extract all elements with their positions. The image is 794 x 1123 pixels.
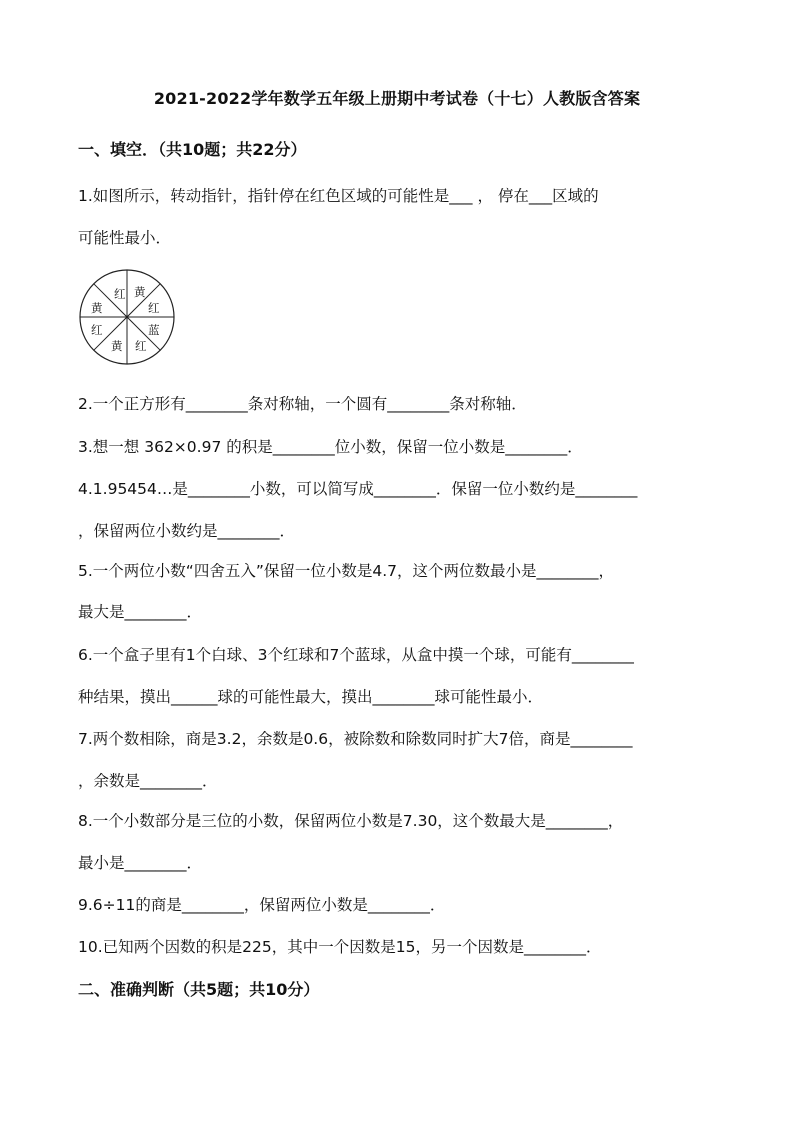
question-4-line-2: ，保留两位小数约是________． bbox=[78, 522, 296, 540]
spinner-sector-6: 黄 bbox=[111, 339, 123, 353]
spinner-sector-7: 红 bbox=[91, 323, 103, 337]
question-6-line-2: 种结果，摸出______球的可能性最大，摸出________球可能性最小． bbox=[78, 688, 544, 706]
question-2: 2.一个正方形有________条对称轴，一个圆有________条对称轴． bbox=[78, 395, 527, 413]
spinner-sector-8: 黄 bbox=[91, 301, 103, 315]
question-5-line-2: 最大是________． bbox=[78, 603, 203, 621]
spinner-sector-4: 蓝 bbox=[148, 323, 160, 337]
section-heading-fill-blank: 一、填空．（共10题；共22分） bbox=[78, 140, 307, 159]
question-7-line-1: 7.两个数相除，商是3.2，余数是0.6，被除数和除数同时扩大7倍，商是________ bbox=[78, 730, 633, 748]
question-8-line-2: 最小是________． bbox=[78, 854, 203, 872]
section-heading-judgement: 二、准确判断（共5题；共10分） bbox=[78, 980, 320, 999]
spinner-diagram bbox=[78, 268, 176, 366]
question-10: 10.已知两个因数的积是225，其中一个因数是15，另一个因数是________． bbox=[78, 938, 602, 956]
spinner-sector-2: 黄 bbox=[134, 285, 146, 299]
question-9: 9.6÷11的商是________，保留两位小数是________． bbox=[78, 896, 446, 914]
question-5-line-1: 5.一个两位小数“四舍五入”保留一位小数是4.7，这个两位数最小是________， bbox=[78, 562, 615, 580]
question-3: 3.想一想 362×0.97 的积是________位小数，保留一位小数是________． bbox=[78, 438, 583, 456]
question-1-line-2: 可能性最小． bbox=[78, 229, 172, 247]
question-4-line-1: 4.1.95454…是________小数，可以简写成________．保留一位小数约是________ bbox=[78, 480, 638, 498]
question-7-line-2: ，余数是________． bbox=[78, 772, 218, 790]
spinner-sector-1: 红 bbox=[114, 287, 126, 301]
page-title: 2021-2022学年数学五年级上册期中考试卷（十七）人教版含答案 bbox=[153, 89, 641, 108]
spinner-sector-3: 红 bbox=[148, 301, 160, 315]
question-6-line-1: 6.一个盒子里有1个白球、3个红球和7个蓝球，从盒中摸一个球，可能有________ bbox=[78, 646, 634, 664]
spinner-sector-5: 红 bbox=[135, 339, 147, 353]
question-1-line-1: 1.如图所示，转动指针，指针停在红色区域的可能性是___ ， 停在___区域的 bbox=[78, 187, 599, 205]
question-8-line-1: 8.一个小数部分是三位的小数，保留两位小数是7.30，这个数最大是________， bbox=[78, 812, 624, 830]
